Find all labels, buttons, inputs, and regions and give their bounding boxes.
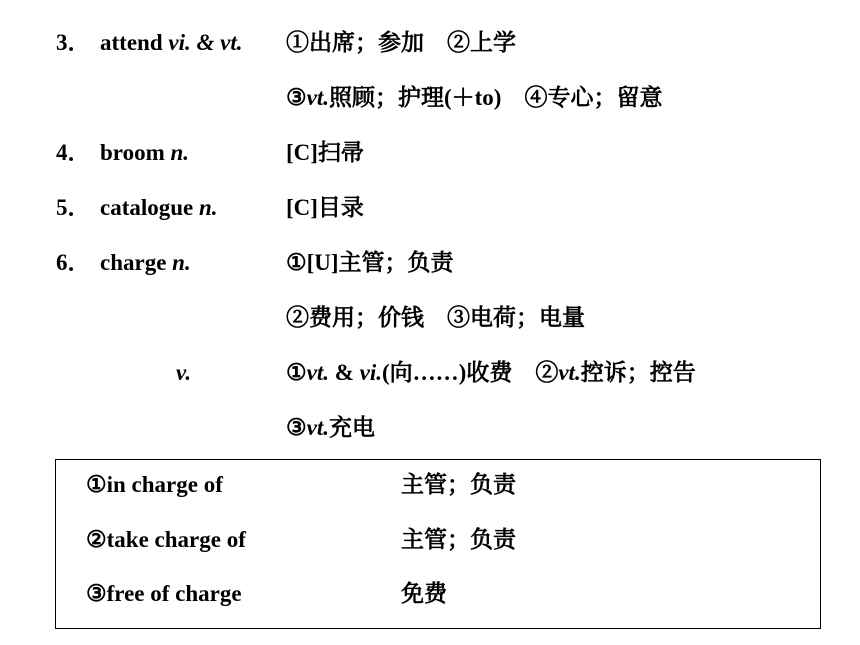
definition-line: [C]目录 xyxy=(286,195,364,220)
entry-charge xyxy=(0,243,860,283)
headword: charge n. xyxy=(100,250,191,275)
entry-charge-cont xyxy=(0,298,860,338)
phrase-english: ③free of charge xyxy=(86,581,242,606)
entry-attend xyxy=(0,23,860,63)
entry-number: 5． xyxy=(56,195,91,220)
phrase-chinese: 免费 xyxy=(401,581,447,606)
entry-number: 6． xyxy=(56,250,91,275)
headword: broom n. xyxy=(100,140,190,165)
phrase-row xyxy=(56,465,822,505)
entry-charge-verb xyxy=(0,353,860,393)
entry-attend-cont xyxy=(0,78,860,118)
definition-line: ②费用；价钱 ③电荷；电量 xyxy=(286,305,585,330)
entry-broom xyxy=(0,133,860,173)
phrase-english: ②take charge of xyxy=(86,527,246,552)
part-of-speech: n. xyxy=(170,140,190,165)
part-of-speech: n. xyxy=(172,250,191,275)
phrase-english: ①in charge of xyxy=(86,472,223,497)
entry-number: 3． xyxy=(56,30,91,55)
definition-line: ①[U]主管；负责 xyxy=(286,250,454,275)
part-of-speech: v. xyxy=(176,360,192,385)
definition-line: ①vt. & vi.(向……)收费 ②vt.控诉；控告 xyxy=(286,360,696,385)
phrase-chinese: 主管；负责 xyxy=(401,472,516,497)
definition-line: ③vt.照顾；护理(＋to) ④专心；留意 xyxy=(286,85,663,110)
phrase-box xyxy=(55,459,821,629)
phrase-row xyxy=(56,520,822,560)
phrase-row xyxy=(56,574,822,614)
definition-line: ①出席；参加 ②上学 xyxy=(286,30,516,55)
part-of-speech: n. xyxy=(199,195,218,220)
headword: attend vi. & vt. xyxy=(100,30,243,55)
definition-line: [C]扫帚 xyxy=(286,140,364,165)
entry-number: 4． xyxy=(56,140,91,165)
definition-line: ③vt.充电 xyxy=(286,415,375,440)
phrase-chinese: 主管；负责 xyxy=(401,527,516,552)
entry-charge-verb-cont xyxy=(0,408,860,448)
entry-catalogue xyxy=(0,188,860,228)
part-of-speech: vi. & vt. xyxy=(168,30,243,55)
headword: catalogue n. xyxy=(100,195,218,220)
